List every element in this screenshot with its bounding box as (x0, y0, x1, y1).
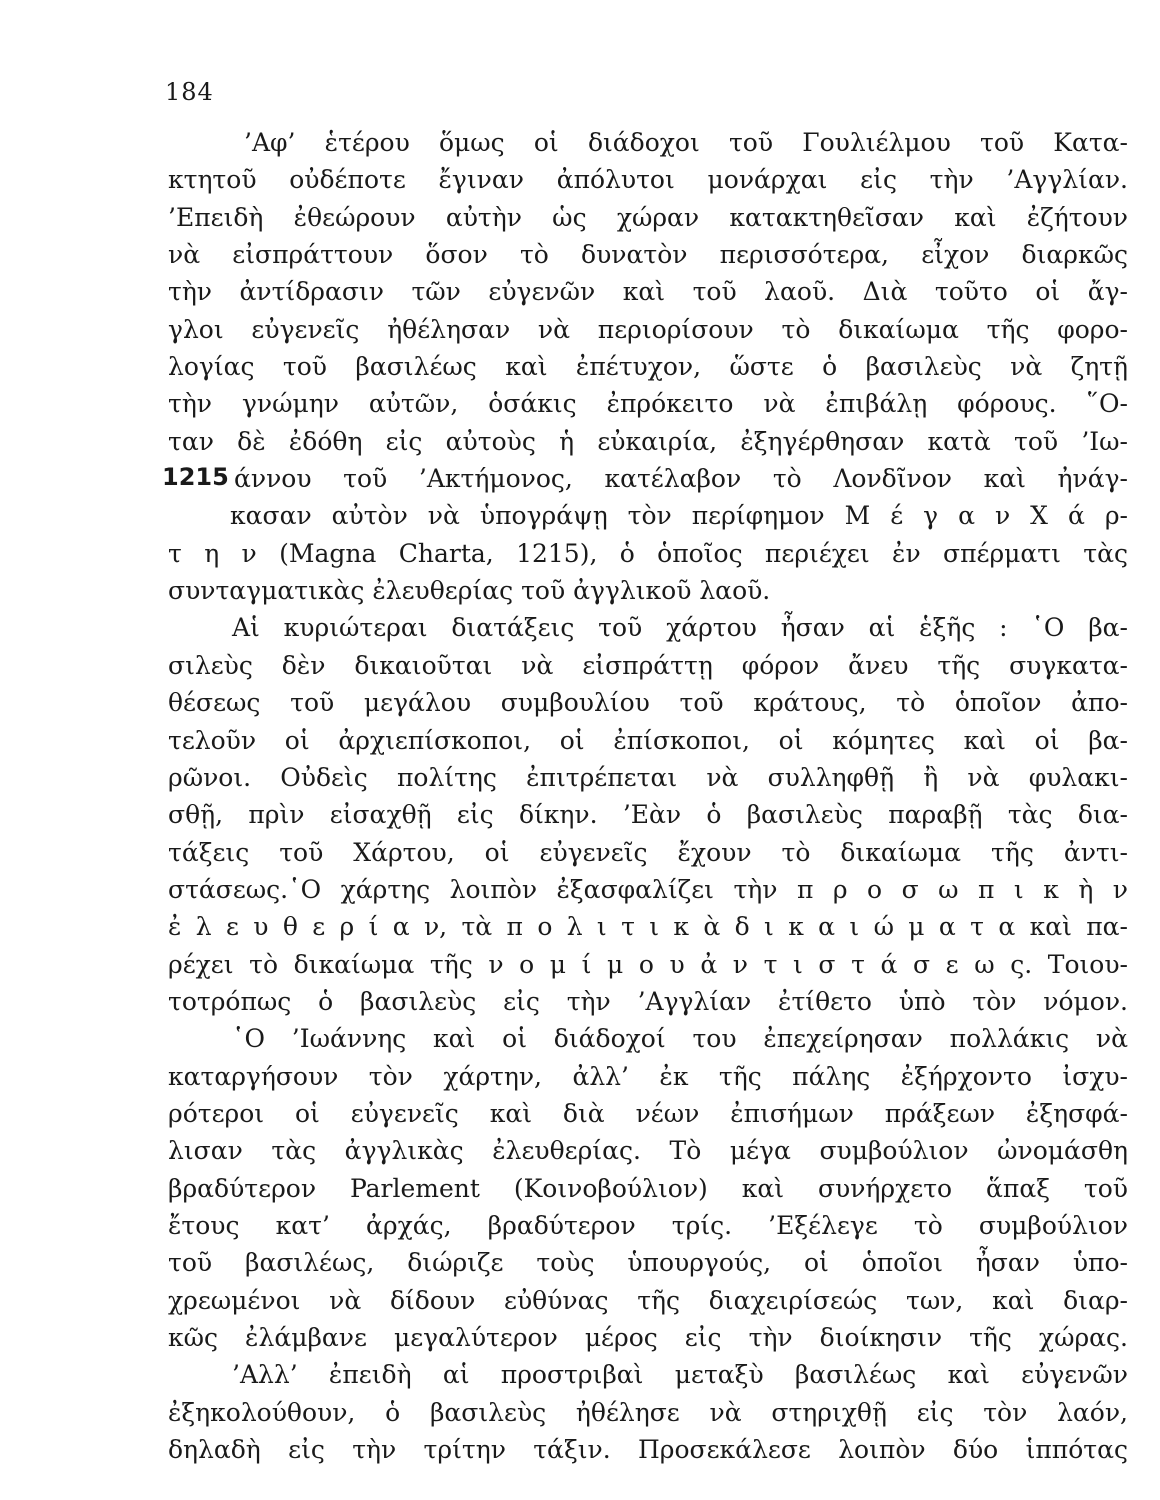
text-line: λισαν τὰς ἀγγλικὰς ἐλευθερίας. Τὸ μέγα συμβούλιον ὠνομάσθη (168, 1136, 1128, 1166)
text-line: άννου τοῦ ’Ακτήμονος, κατέλαβον τὸ Λονδῖνον καὶ ἠνάγ- (234, 464, 1128, 494)
text-line: βραδύτερον Parlement (Κοινοβούλιον) καὶ συνήρχετο ἅπαξ τοῦ (168, 1173, 1128, 1203)
text-line: καταργήσουν τὸν χάρτην, ἀλλ’ ἐκ τῆς πάλης ἐξήρχοντο ἰσχυ- (168, 1061, 1128, 1091)
text-line: τὴν γνώμην αὐτῶν, ὁσάκις ἐπρόκειτο νὰ ἐπιβάλῃ φόρους. ῞Ο- (168, 389, 1128, 419)
text-line: ἔτους κατ’ ἀρχάς, βραδύτερον τρίς. ’Εξέλεγε τὸ συμβούλιον (168, 1210, 1128, 1240)
text-line: τοτρόπως ὁ βασιλεὺς εἰς τὴν ’Αγγλίαν ἐτίθετο ὑπὸ τὸν νόμον. (168, 986, 1128, 1016)
page-number: 184 (165, 78, 214, 106)
text-line: ρῶνοι. Οὐδεὶς πολίτης ἐπιτρέπεται νὰ συλληφθῇ ἢ νὰ φυλακι- (168, 762, 1128, 792)
text-line: ρέχει τὸ δικαίωμα τῆς ν ο μ ί μ ο υ ἀ ν τ ι σ τ ά σ ε ω ς. Τοιου- (168, 949, 1128, 979)
text-line: ’Επειδὴ ἐθεώρουν αὐτὴν ὡς χώραν κατακτηθεῖσαν καὶ ἐζήτουν (168, 202, 1128, 232)
text-line: νὰ εἰσπράττουν ὅσον τὸ δυνατὸν περισσότερα, εἶχον διαρκῶς (168, 240, 1128, 270)
text-line: Αἱ κυριώτεραι διατάξεις τοῦ χάρτου ἦσαν αἱ ἑξῆς : ῾Ο βα- (232, 613, 1128, 643)
text-line: χρεωμένοι νὰ δίδουν εὐθύνας τῆς διαχειρίσεώς των, καὶ διαρ- (168, 1285, 1128, 1315)
text-line: τὴν ἀντίδρασιν τῶν εὐγενῶν καὶ τοῦ λαοῦ. Διὰ τοῦτο οἱ ἄγ- (168, 277, 1128, 307)
text-line: θέσεως τοῦ μεγάλου συμβουλίου τοῦ κράτους, τὸ ὁποῖον ἀπο- (168, 688, 1128, 718)
text-line: ρότεροι οἱ εὐγενεῖς καὶ διὰ νέων ἐπισήμων πράξεων ἐξησφά- (168, 1098, 1128, 1128)
text-line: τελοῦν οἱ ἀρχιεπίσκοποι, οἱ ἐπίσκοποι, οἱ κόμητες καὶ οἱ βα- (168, 725, 1128, 755)
text-line: τοῦ βασιλέως, διώριζε τοὺς ὑπουργούς, οἱ ὁποῖοι ἦσαν ὑπο- (168, 1248, 1128, 1278)
text-line: ’Αλλ’ ἐπειδὴ αἱ προστριβαὶ μεταξὺ βασιλέως καὶ εὐγενῶν (232, 1360, 1128, 1390)
text-line: ἐξηκολούθουν, ὁ βασιλεὺς ἠθέλησε νὰ στηριχθῇ εἰς τὸν λαόν, (168, 1397, 1128, 1427)
text-line: στάσεως.῾Ο χάρτης λοιπὸν ἐξασφαλίζει τὴν π ρ ο σ ω π ι κ ὴ ν (168, 874, 1128, 904)
text-line: τ η ν (Magna Charta, 1215), ὁ ὁποῖος περιέχει ἐν σπέρματι τὰς (168, 538, 1128, 568)
text-line: ῾Ο ’Ιωάννης καὶ οἱ διάδοχοί του ἐπεχείρησαν πολλάκις νὰ (232, 1024, 1128, 1054)
text-line: κασαν αὐτὸν νὰ ὑπογράψῃ τὸν περίφημον Μ έ γ α ν Χ ά ρ- (230, 501, 1128, 531)
text-line: συνταγματικὰς ἐλευθερίας τοῦ ἀγγλικοῦ λαοῦ. (168, 576, 771, 606)
text-line: λογίας τοῦ βασιλέως καὶ ἐπέτυχον, ὥστε ὁ βασιλεὺς νὰ ζητῇ (168, 352, 1128, 382)
text-line: κῶς ἐλάμβανε μεγαλύτερον μέρος εἰς τὴν διοίκησιν τῆς χώρας. (168, 1323, 1128, 1352)
margin-note-year: 1215 (162, 463, 229, 491)
text-line: κτητοῦ οὐδέποτε ἔγιναν ἀπόλυτοι μονάρχαι εἰς τὴν ’Αγγλίαν. (168, 165, 1128, 195)
text-line: τάξεις τοῦ Χάρτου, οἱ εὐγενεῖς ἔχουν τὸ δικαίωμα τῆς ἀντι- (168, 837, 1128, 867)
text-line: ἐ λ ε υ θ ε ρ ί α ν, τὰ π ο λ ι τ ι κ ὰ δ ι κ α ι ώ μ α τ α καὶ πα- (168, 912, 1128, 942)
text-line: σθῇ, πρὶν εἰσαχθῇ εἰς δίκην. ’Εὰν ὁ βασιλεὺς παραβῇ τὰς δια- (168, 800, 1128, 830)
text-line: ταν δὲ ἐδόθη εἰς αὐτοὺς ἡ εὐκαιρία, ἐξηγέρθησαν κατὰ τοῦ ’Ιω- (168, 426, 1128, 456)
text-line: γλοι εὐγενεῖς ἠθέλησαν νὰ περιορίσουν τὸ δικαίωμα τῆς φορο- (168, 314, 1128, 344)
text-line: σιλεὺς δὲν δικαιοῦται νὰ εἰσπράττῃ φόρον ἄνευ τῆς συγκατα- (168, 650, 1128, 680)
body-text (168, 124, 1128, 1468)
text-line: ’Αφ’ ἑτέρου ὅμως οἱ διάδοχοι τοῦ Γουλιέλμου τοῦ Κατα- (244, 128, 1128, 157)
text-line: δηλαδὴ εἰς τὴν τρίτην τάξιν. Προσεκάλεσε λοιπὸν δύο ἱππότας (168, 1435, 1128, 1465)
